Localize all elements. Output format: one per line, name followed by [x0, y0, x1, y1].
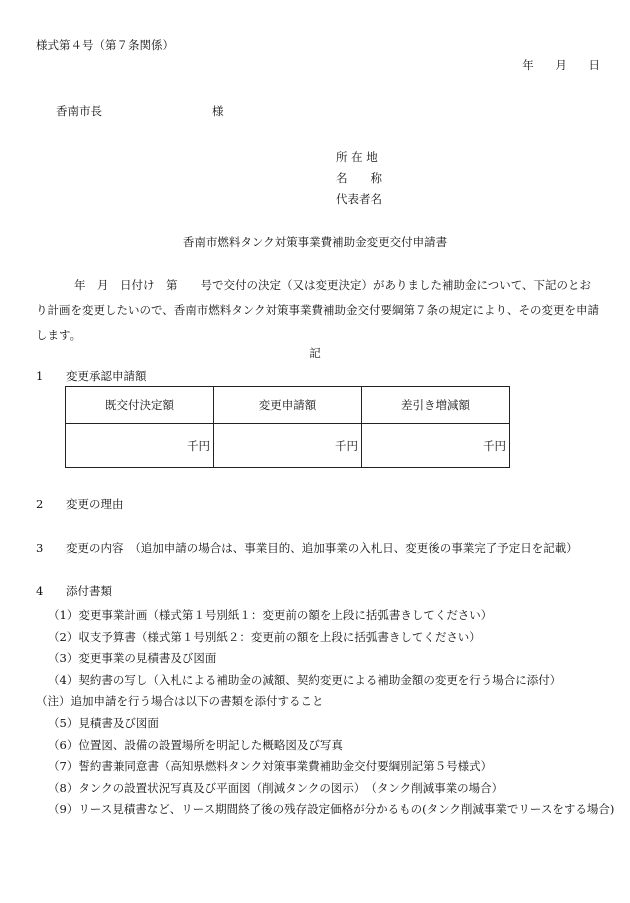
- section-3-heading: [36, 540, 578, 556]
- change-amount-cell: 千円: [214, 424, 362, 468]
- section-4-label: 添付書類: [66, 584, 112, 598]
- section-4-heading: [36, 583, 112, 599]
- difference-amount-cell: 千円: [362, 424, 510, 468]
- addressee-name: 香南市長: [56, 104, 102, 118]
- section-2-number: 2: [36, 497, 44, 511]
- section-1-label: 変更承認申請額: [66, 369, 147, 383]
- amount-table: [65, 386, 510, 468]
- section-1-number: 1: [36, 369, 44, 383]
- attachment-note: （注）追加申請を行う場合は以下の書類を添付すること: [36, 694, 324, 709]
- attachment-item: （1）変更事業計画（様式第１号別紙１：変更前の額を上段に括弧書きしてください）: [48, 608, 493, 622]
- applicant-name-label: 名 称: [336, 171, 382, 185]
- applicant-address-label: 所 在 地: [336, 150, 378, 164]
- attachment-item: （6）位置図、設備の設置場所を明記した概略図及び写真: [48, 737, 343, 752]
- applicant-block: [336, 147, 382, 210]
- form-number: 様式第４号（第７条関係）: [36, 38, 174, 52]
- attachment-item: （8）タンクの設置状況写真及び平面図（削減タンクの図示） （タンク削減事業の場合）: [48, 780, 504, 795]
- amount-table-header-row: [66, 387, 510, 424]
- date-line: [504, 57, 600, 73]
- date-day-label: 日: [588, 58, 600, 72]
- section-2-heading: [36, 496, 124, 512]
- header-change-amount: 変更申請額: [214, 387, 362, 424]
- body-paragraph: [36, 273, 602, 348]
- addressee: [56, 103, 224, 119]
- ki-marker: 記: [309, 346, 321, 360]
- existing-amount-cell: 千円: [66, 424, 214, 468]
- document-title: 香南市燃料タンク対策事業費補助金変更交付申請書: [182, 235, 448, 249]
- attachment-item: （2）収支予算書（様式第１号別紙２：変更前の額を上段に括弧書きしてください）: [48, 629, 481, 644]
- addressee-honorific: 様: [212, 104, 224, 118]
- section-3-number: 3: [36, 541, 44, 555]
- attachment-item: （3）変更事業の見積書及び図面: [48, 651, 217, 666]
- applicant-representative-label: 代表者名: [336, 192, 382, 206]
- attachment-item: （4）契約書の写し（入札による補助金の減額、契約変更による補助金額の変更を行う場合に添付）: [48, 672, 562, 687]
- attachment-item: （5）見積書及び図面: [48, 715, 159, 730]
- section-1-heading: [36, 368, 147, 384]
- section-3-label: 変更の内容 （追加申請の場合は、事業目的、追加事業の入札日、変更後の事業完了予定日を記載）: [66, 541, 578, 555]
- header-existing-amount: 既交付決定額: [66, 387, 214, 424]
- attachment-item: （7）誓約書兼同意書（高知県燃料タンク対策事業費補助金交付要綱別記第５号様式）: [48, 759, 493, 774]
- section-4-number: 4: [36, 584, 44, 598]
- date-month-label: 月: [555, 58, 567, 72]
- date-year-label: 年: [522, 58, 534, 72]
- amount-table-value-row: [66, 424, 510, 468]
- attachment-item: （9）リース見積書など、リース期間終了後の残存設定価格が分かるもの(タンク削減事業でリースをする場合): [48, 802, 615, 817]
- attachment-list: [36, 605, 614, 821]
- section-2-label: 変更の理由: [66, 497, 124, 511]
- header-difference-amount: 差引き増減額: [362, 387, 510, 424]
- body-paragraph-text: 年 月 日付け 第 号で交付の決定（又は変更決定）がありました補助金について、下記のとおり計画を変更したいので、香南市燃料タンク対策事業費補助金交付要綱第７条の規定により、その変更を申請します。: [36, 278, 600, 342]
